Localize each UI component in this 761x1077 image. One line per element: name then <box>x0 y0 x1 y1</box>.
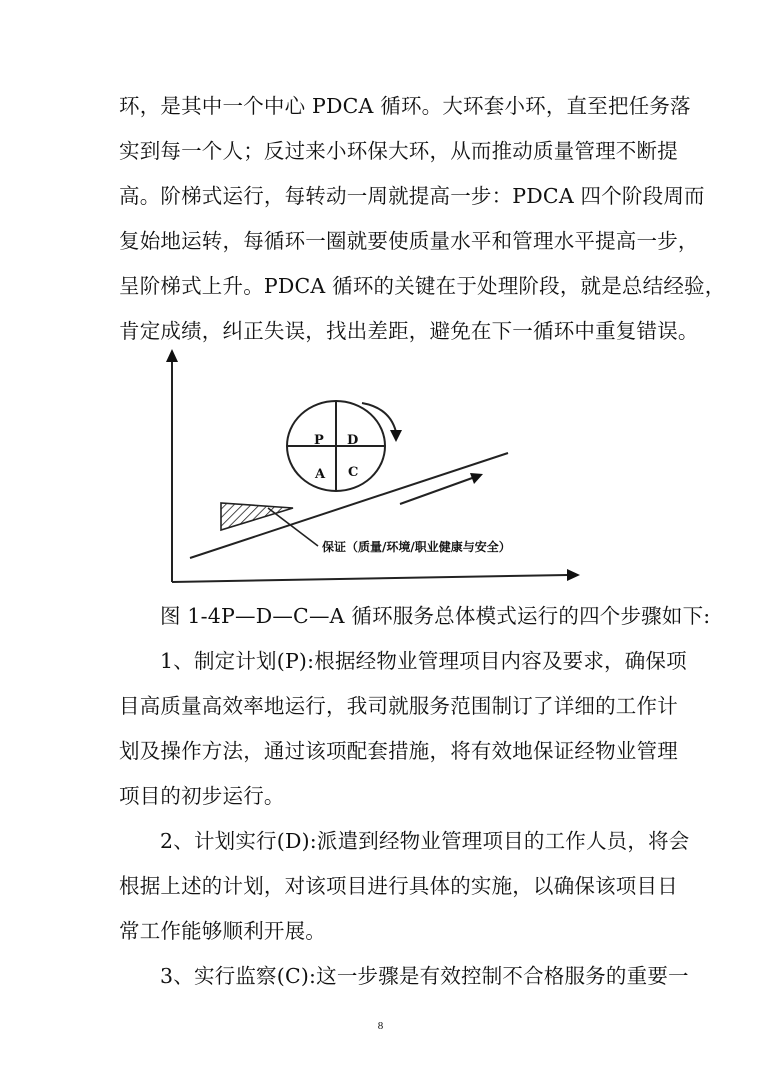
text-line: 常工作能够顺利开展。 <box>119 919 326 943</box>
text-line: 划及操作方法，通过该项配套措施，将有效地保证经物业管理 <box>119 739 678 763</box>
quadrant-label-d: D <box>347 433 359 448</box>
upward-arrow-icon <box>400 473 483 504</box>
text-line: 肯定成绩，纠正失误，找出差距，避免在下一循环中重复错误。 <box>119 319 699 343</box>
text-line: 目高质量高效率地运行，我司就服务范围制订了详细的工作计 <box>119 694 678 718</box>
quadrant-label-a: A <box>315 467 326 482</box>
text-line: 实到每一个人；反过来小环保大环，从而推动质量管理不断提 <box>119 139 678 163</box>
label-leader-line <box>268 508 318 546</box>
page-number: 8 <box>377 1020 384 1032</box>
text-line: 呈阶梯式上升。PDCA 循环的关键在于处理阶段，就是总结经验， <box>119 274 726 298</box>
pdca-circle <box>287 401 385 491</box>
hatched-wedge <box>221 503 293 530</box>
quadrant-label-c: C <box>348 465 359 480</box>
text-line: 3、实行监察(C):这一步骤是有效控制不合格服务的重要一 <box>160 964 689 988</box>
figure-caption: 图 1-4P—D—C—A 循环服务总体模式运行的四个步骤如下: <box>160 604 711 628</box>
text-line: 2、计划实行(D):派遣到经物业管理项目的工作人员，将会 <box>160 829 690 853</box>
pdca-diagram <box>150 345 590 595</box>
text-line: 根据上述的计划，对该项目进行具体的实施，以确保该项目日 <box>119 874 678 898</box>
y-axis <box>166 349 178 582</box>
assurance-label: 保证（质量/环境/职业健康与安全） <box>322 540 511 554</box>
text-line: 环，是其中一个中心 PDCA 循环。大环套小环，直至把任务落 <box>119 94 691 118</box>
quadrant-label-p: P <box>314 433 324 448</box>
text-line: 1、制定计划(P):根据经物业管理项目内容及要求，确保项 <box>160 649 687 673</box>
text-line: 高。阶梯式运行，每转动一周就提高一步：PDCA 四个阶段周而 <box>119 184 705 208</box>
text-line: 项目的初步运行。 <box>119 784 285 808</box>
text-line: 复始地运转，每循环一圈就要使质量水平和管理水平提高一步， <box>119 229 699 253</box>
x-axis <box>172 569 580 582</box>
